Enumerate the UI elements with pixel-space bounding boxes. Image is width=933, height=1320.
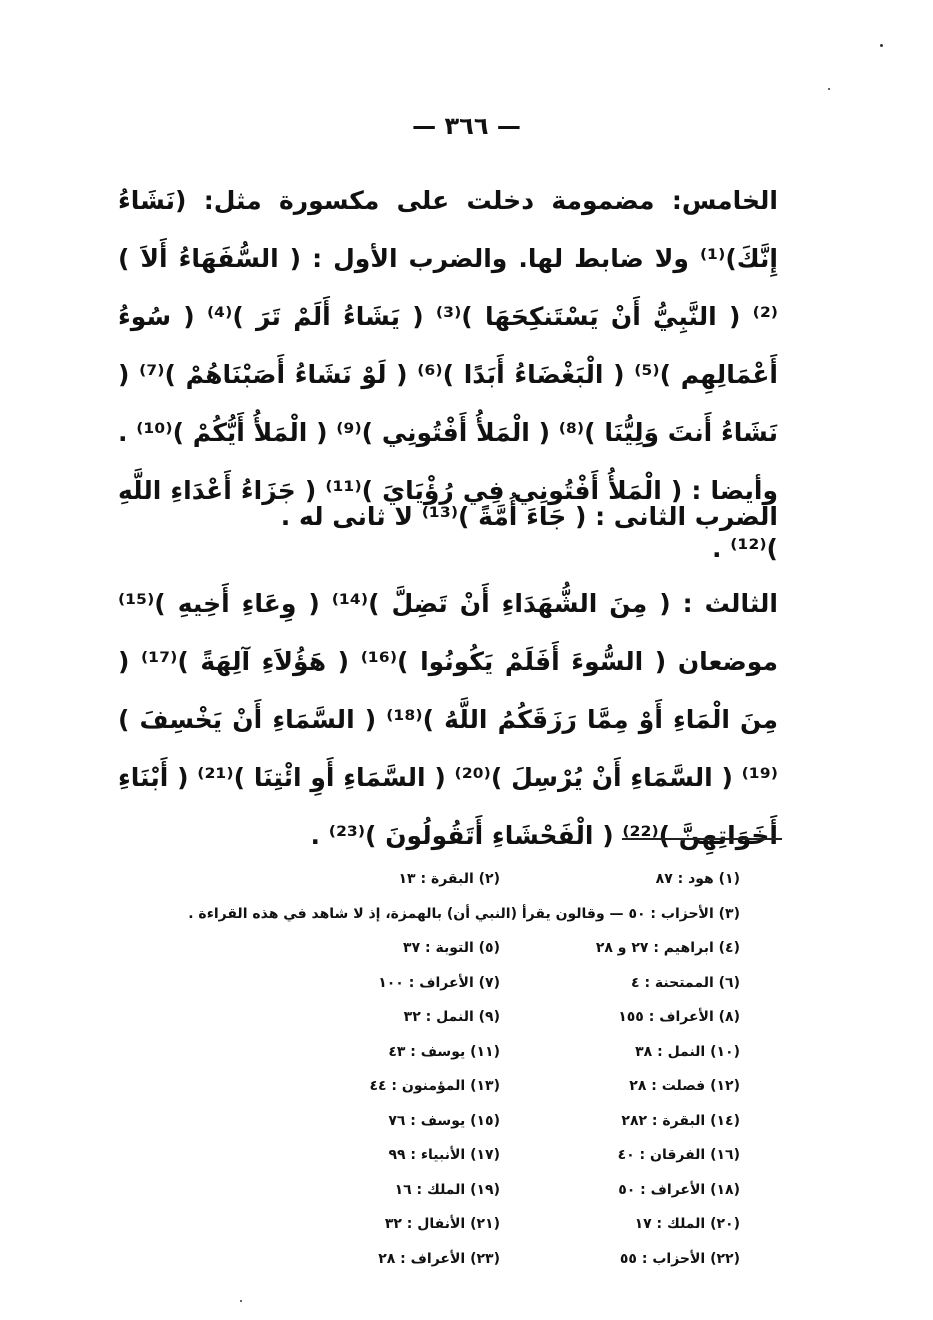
footnote: (٢٠) الملك : ١٧	[634, 1216, 740, 1233]
footnote-row	[188, 897, 740, 932]
scan-speck	[240, 1300, 242, 1302]
footnote: (١٨) الأعراف : ٥٠	[618, 1181, 740, 1198]
footnote-row	[260, 1242, 740, 1277]
footnote: (٩) النمل : ٣٢	[403, 1009, 500, 1026]
footnote-row	[260, 1104, 740, 1139]
footnote: (١٢) فصلت : ٢٨	[629, 1078, 740, 1095]
paragraph-fifth-type: الخامس: مضمومة دخلت على مكسورة مثل: (نَشَاءُ إِنَّكَ)⁽¹⁾ ولا ضابط لها. والضرب الأول : ( السُّفَهَاءُ أَلاَ )⁽²⁾ ( النَّبِيُّ أَنْ يَسْتَنكِحَهَا )⁽³⁾ ( يَشَاءُ أَلَمْ تَرَ )⁽⁴⁾ ( سُوءُ أَعْمَالِهِم )⁽⁵⁾ ( الْبَغْضَاءُ أَبَدًا )⁽⁶⁾ ( لَوْ نَشَاءُ أَصَبْنَاهُمْ )⁽⁷⁾ ( نَشَاءُ أَنتَ وَلِيُّنَا )⁽⁸⁾ ( الْمَلأُ أَفْتُونِي )⁽⁹⁾ ( الْمَلأُ أَيُّكُمْ )⁽¹⁰⁾ . وأيضا : ( الْمَلأُ أَفْتُونِي فِي رُؤْيَايَ )⁽¹¹⁾ ( جَزَاءُ أَعْدَاءِ اللَّهِ )⁽¹²⁾ .	[118, 186, 778, 563]
footnote-row	[260, 966, 740, 1001]
footnote: (٧) الأعراف : ١٠٠	[378, 974, 500, 991]
page-number: — ٣٦٦ —	[412, 112, 521, 140]
footnote: (١٦) الفرقان : ٤٠	[617, 1147, 740, 1164]
footnote-row	[260, 1000, 740, 1035]
footnote-row	[260, 1035, 740, 1070]
footnote: (١٥) يوسف : ٧٦	[388, 1112, 500, 1129]
footnote: (١٣) المؤمنون : ٤٤	[369, 1078, 500, 1095]
footnote: (١٠) النمل : ٣٨	[635, 1043, 740, 1060]
footnote: (٨) الأعراف : ١٥٥	[618, 1009, 740, 1026]
footnote: (١٩) الملك : ١٦	[394, 1181, 500, 1198]
footnote-row	[260, 1173, 740, 1208]
footnote: (١٤) البقرة : ٢٨٢	[621, 1112, 740, 1129]
footnote-row	[260, 1069, 740, 1104]
footnote: (٢٣) الأعراف : ٢٨	[378, 1250, 500, 1267]
footnote: (٤) ابراهيم : ٢٧ و ٢٨	[595, 940, 740, 957]
footnote-row	[260, 1138, 740, 1173]
footnote-row	[260, 931, 740, 966]
footnote: (٥) التوبة : ٣٧	[403, 940, 500, 957]
footnote: (٢٢) الأحزاب : ٥٥	[619, 1250, 740, 1267]
scan-speck	[880, 44, 883, 47]
paragraph-third-kind: الثالث : ( مِنَ الشُّهَدَاءِ أَنْ تَضِلَّ )⁽¹⁴⁾ ( وِعَاءِ أَخِيهِ )⁽¹⁵⁾ موضعان ( السُّوءَ أَفَلَمْ يَكُونُوا )⁽¹⁶⁾ ( هَؤُلاَءِ آلِهَةً )⁽¹⁷⁾ ( مِنَ الْمَاءِ أَوْ مِمَّا رَزَقَكُمُ اللَّهُ )⁽¹⁸⁾ ( السَّمَاءِ أَنْ يَخْسِفَ )⁽¹⁹⁾ ( السَّمَاءِ أَنْ يُرْسِلَ )⁽²⁰⁾ ( السَّمَاءِ أَوِ ائْتِنَا )⁽²¹⁾ ( أَبْنَاءِ أَخَوَاتِهِنَّ )⁽²²⁾ ( الْفَحْشَاءِ أَتَقُولُونَ )⁽²³⁾ .	[118, 589, 778, 850]
footnote: (٢١) الأنفال : ٣٢	[384, 1216, 500, 1233]
footnotes	[188, 862, 740, 1276]
footnote-divider	[622, 838, 782, 840]
paragraph-second-kind: الضرب الثانى : ( جَاءَ أُمَّةً )⁽¹³⁾ لا ثانى له .	[280, 502, 778, 531]
footnote: (١١) يوسف : ٤٣	[388, 1043, 500, 1060]
footnote-row	[260, 862, 740, 897]
footnote: (٢) البقرة : ١٣	[398, 871, 500, 888]
footnote-row	[260, 1207, 740, 1242]
scan-speck	[828, 88, 830, 90]
footnote: (٣) الأحزاب : ٥٠ — وقالون يقرأ (النبي أن) بالهمزة، إذ لا شاهد في هذه القراءة .	[188, 905, 740, 922]
footnote: (١) هود : ٨٧	[655, 871, 740, 888]
footnote: (٦) الممتحنة : ٤	[631, 974, 740, 991]
footnote: (١٧) الأنبياء : ٩٩	[388, 1147, 500, 1164]
